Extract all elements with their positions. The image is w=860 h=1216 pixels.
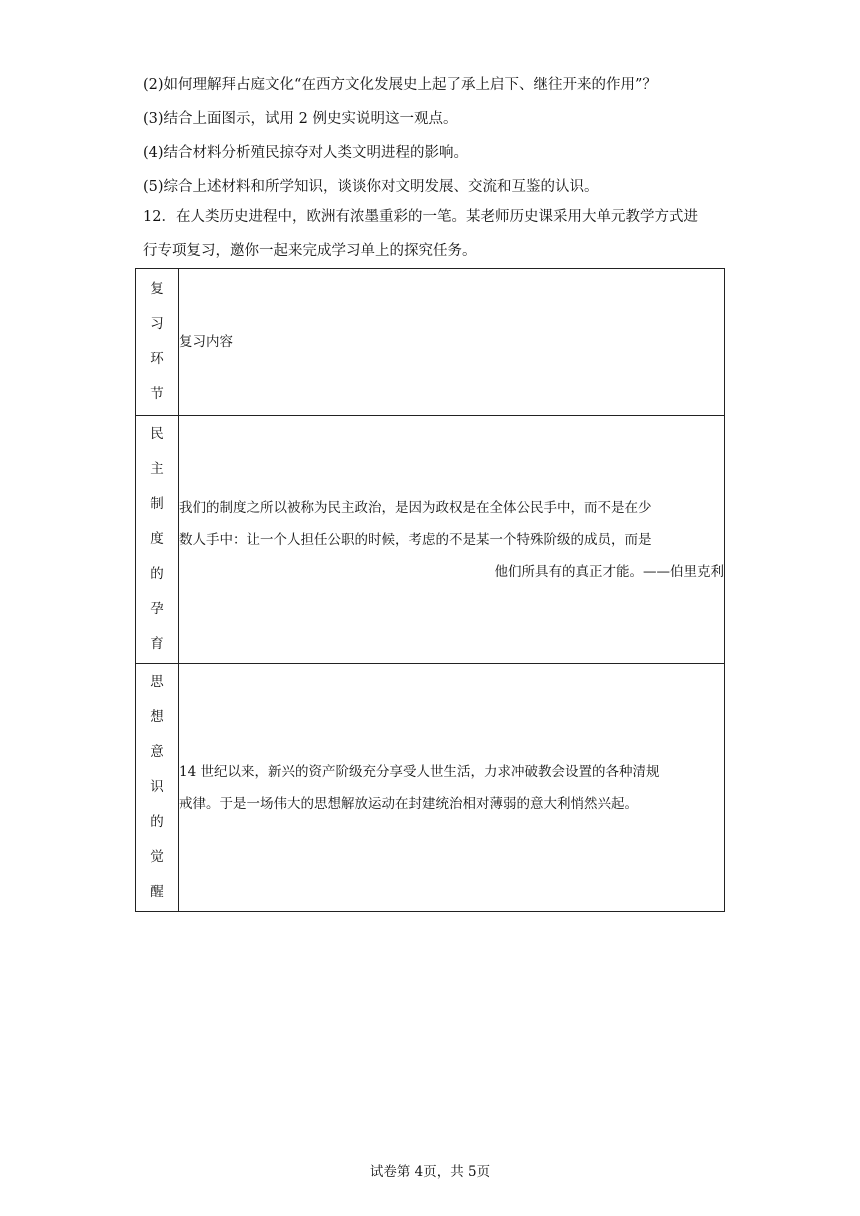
question-12-line-1: 12．在人类历史进程中，欧洲有浓墨重彩的一笔。某老师历史课采用大单元教学方式进 — [143, 209, 698, 225]
pericles-quote-attribution: 他们所具有的真正才能。——伯里克利 — [494, 563, 724, 580]
header-label-cell — [136, 269, 179, 416]
row-label-char: 孕 — [150, 601, 164, 617]
row-label-cell — [136, 416, 179, 664]
header-label-char: 复 — [150, 281, 164, 297]
question-5: (5)综合上述材料和所学知识，谈谈你对文明发展、交流和互鉴的认识。 — [143, 179, 599, 195]
header-label-char: 环 — [150, 351, 164, 367]
question-12 — [143, 200, 733, 268]
pericles-quote-line-1: 我们的制度之所以被称为民主政治，是因为政权是在全体公民手中，而不是在少 — [179, 499, 652, 516]
header-content-text: 复习内容 — [179, 334, 233, 350]
question-2: (2)如何理解拜占庭文化“在西方文化发展史上起了承上启下、继往开来的作用”？ — [143, 77, 657, 93]
row-label-char: 觉 — [150, 849, 164, 865]
table-row — [136, 664, 725, 912]
row-label-char: 想 — [150, 709, 164, 725]
row-label-char: 育 — [150, 636, 164, 652]
row-label-char: 主 — [150, 461, 164, 477]
pericles-quote-line-2: 数人手中：让一个人担任公职的时候，考虑的不是某一个特殊阶级的成员，而是 — [179, 531, 652, 548]
row-content-cell — [179, 416, 725, 664]
row-content-cell — [179, 664, 725, 912]
row-label-char: 的 — [150, 566, 164, 582]
row-label-char: 度 — [150, 531, 164, 547]
question-12-line-2: 行专项复习，邀你一起来完成学习单上的探究任务。 — [143, 243, 477, 259]
question-list — [143, 68, 733, 204]
study-worksheet-table — [135, 268, 725, 912]
header-label-char: 节 — [150, 386, 164, 402]
renaissance-text-line-1: 14 世纪以来，新兴的资产阶级充分享受人世生活，力求冲破教会设置的各种清规 — [179, 763, 660, 780]
header-label-char: 习 — [150, 316, 164, 332]
row-label-cell — [136, 664, 179, 912]
question-4: (4)结合材料分析殖民掠夺对人类文明进程的影响。 — [143, 145, 469, 161]
row-label-char: 的 — [150, 814, 164, 830]
table-header-row — [136, 269, 725, 416]
renaissance-text-line-2: 戒律。于是一场伟大的思想解放运动在封建统治相对薄弱的意大利悄然兴起。 — [179, 795, 638, 812]
page-footer: 试卷第 4页，共 5页 — [369, 1164, 491, 1180]
row-label-char: 民 — [150, 426, 164, 442]
row-label-char: 制 — [150, 496, 164, 512]
header-content-cell — [179, 269, 725, 416]
row-label-char: 识 — [150, 779, 164, 795]
row-label-char: 思 — [150, 674, 164, 690]
row-label-char: 醒 — [150, 884, 164, 900]
question-3: (3)结合上面图示，试用 2 例史实说明这一观点。 — [143, 111, 458, 127]
table-row — [136, 416, 725, 664]
row-label-char: 意 — [150, 744, 164, 760]
